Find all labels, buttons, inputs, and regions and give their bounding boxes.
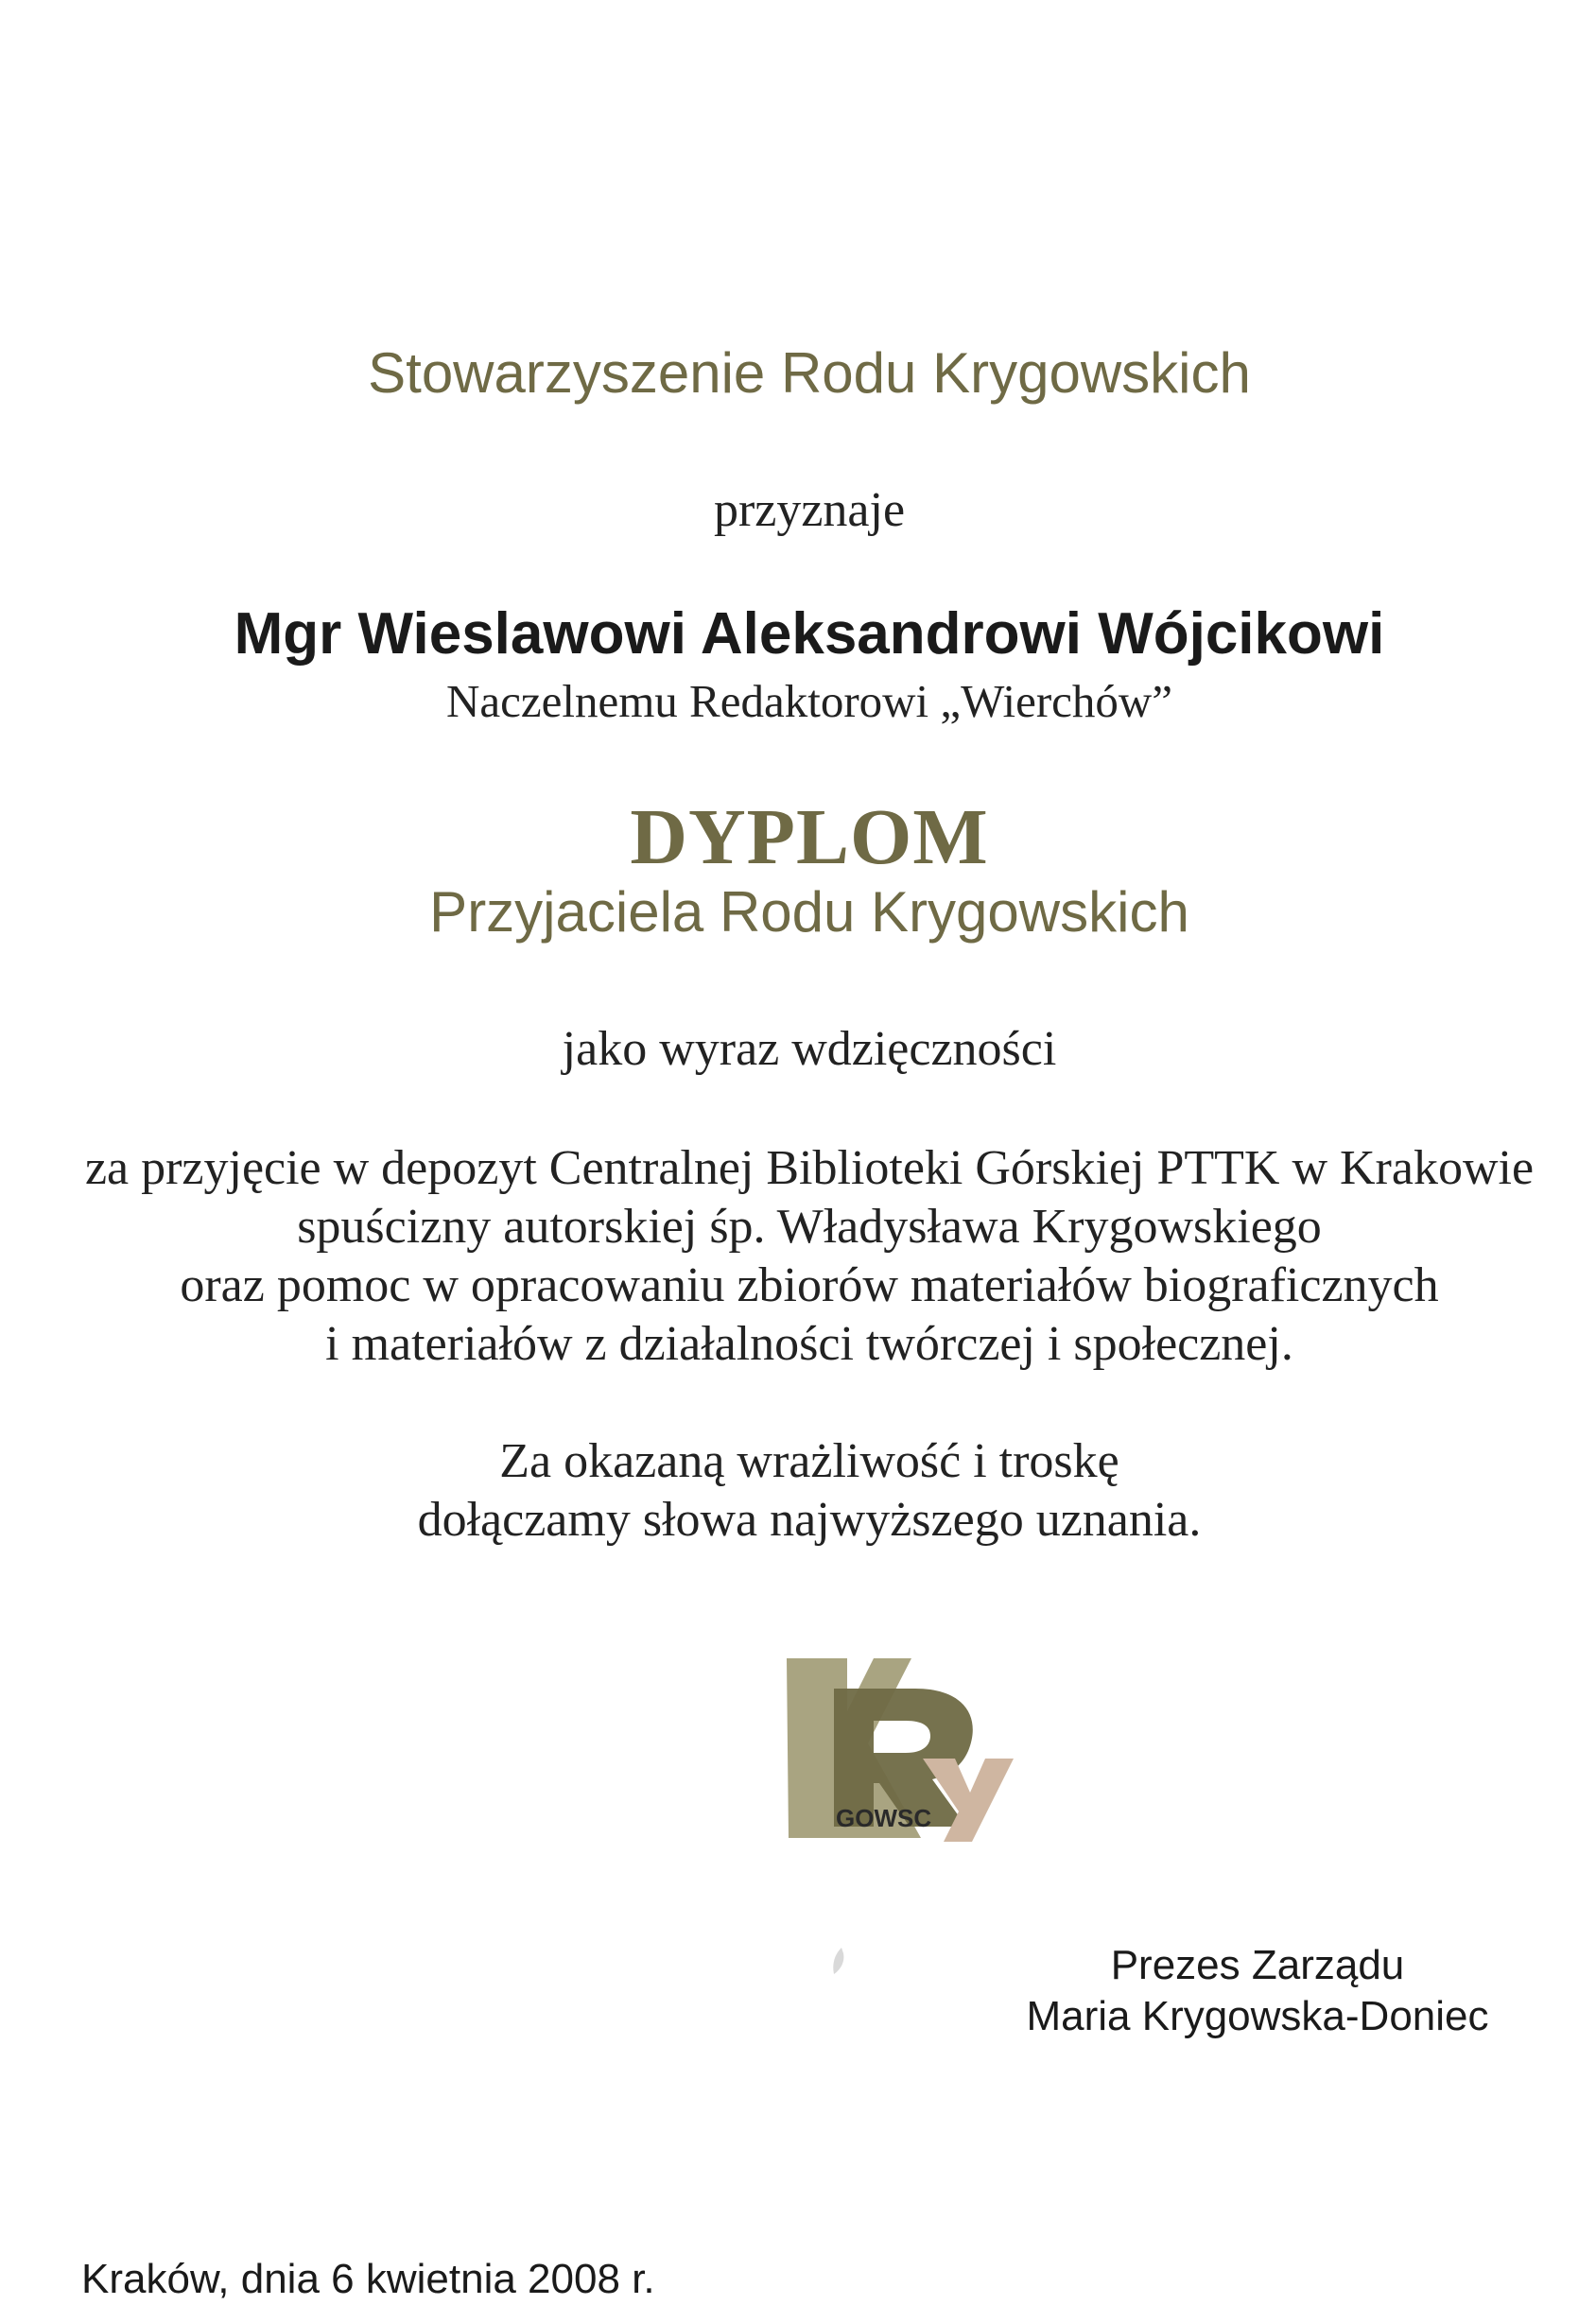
organization-name: Stowarzyszenie Rodu Krygowskich: [368, 341, 1251, 405]
reason-line: spuścizny autorskiej śp. Władysława Krygowskiego: [297, 1200, 1322, 1254]
closing-paragraph: [0, 1432, 1596, 1550]
logo-caption: GOWSC: [836, 1804, 932, 1832]
signature-block: [983, 1940, 1532, 2042]
reason-line: oraz pomoc w opracowaniu zbiorów materiałów biograficznych: [180, 1258, 1439, 1312]
signature-mark: [830, 1946, 849, 1978]
diploma-title: DYPLOM: [630, 793, 989, 881]
closing-line: Za okazaną wrażliwość i troskę: [499, 1434, 1119, 1488]
signatory-role: Prezes Zarządu: [1110, 1942, 1405, 1988]
signatory-name: Maria Krygowska-Doniec: [1026, 1993, 1489, 2039]
reason-line: za przyjęcie w depozyt Centralnej Biblioteki Górskiej PTTK w Krakowie: [84, 1141, 1535, 1195]
recipient-name: Mgr Wieslawowi Aleksandrowi Wójcikowi: [234, 601, 1385, 667]
gratitude-line: jako wyraz wdzięczności: [562, 1022, 1057, 1076]
reason-line: i materiałów z działalności twórczej i społecznej.: [325, 1317, 1293, 1371]
kry-logo: [781, 1653, 1017, 1842]
place-and-date: Kraków, dnia 6 kwietnia 2008 r.: [81, 2256, 655, 2302]
recipient-title: Naczelnemu Redaktorowi „Wierchów”: [445, 675, 1173, 727]
closing-line: dołączamy słowa najwyższego uznania.: [417, 1493, 1202, 1547]
reason-paragraph: [0, 1139, 1596, 1374]
award-verb: przyznaje: [713, 483, 906, 537]
diploma-subtitle: Przyjaciela Rodu Krygowskich: [429, 880, 1189, 944]
